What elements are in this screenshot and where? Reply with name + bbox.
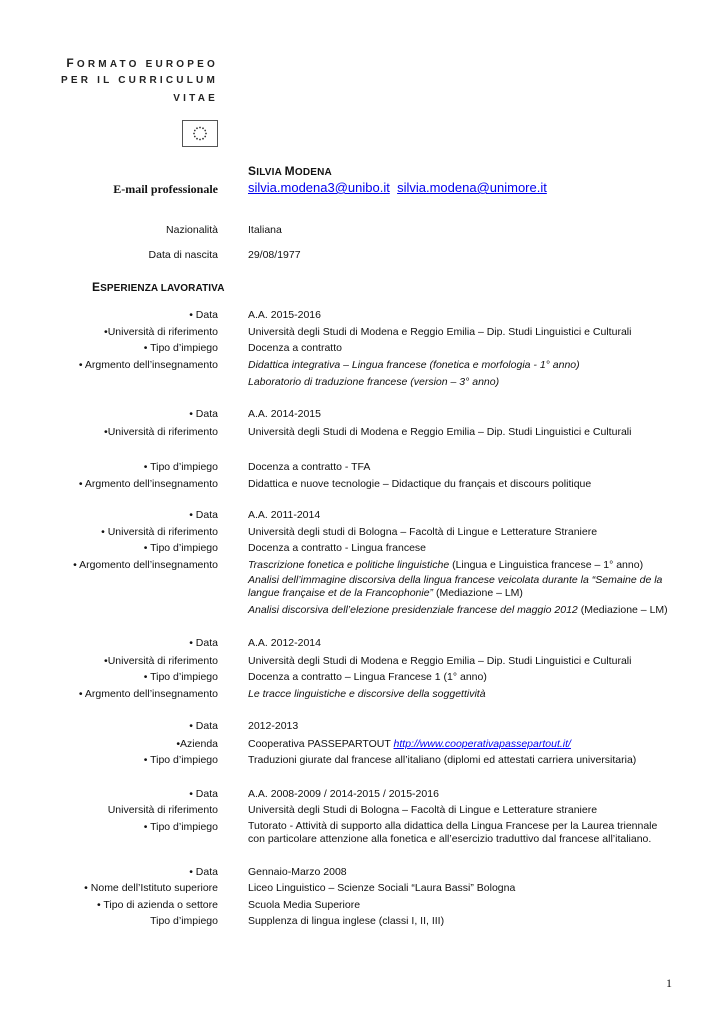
entry2-subject: Didattica e nuove tecnologie – Didactique du français et discours politique (248, 478, 592, 490)
entry7-date: Gennaio-Marzo 2008 (248, 866, 347, 878)
entry4-uni: Università degli Studi di Modena e Reggio Emilia – Dip. Studi Linguistici e Culturali (248, 655, 632, 667)
entry4-date: A.A. 2012-2014 (248, 637, 321, 649)
entry1-date-label: • Data (189, 309, 218, 321)
entry6-date: A.A. 2008-2009 / 2014-2015 / 2015-2016 (248, 788, 439, 800)
entry7-sector: Scuola Media Superiore (248, 899, 361, 911)
name-initial: S (248, 164, 257, 178)
entry3-date: A.A. 2011-2014 (248, 509, 321, 521)
entry3-subject-2-note: (Mediazione – LM) (433, 586, 523, 599)
entry4-date-label: • Data (189, 637, 218, 649)
entry4-type-label: • Tipo d’impiego (143, 671, 218, 683)
entry3-subject-1-note: (Lingua e Linguistica francese – 1° anno) (449, 559, 644, 571)
entry7-school-label: • Nome dell’Istituto superiore (84, 882, 218, 894)
entry1-date: A.A. 2015-2016 (248, 309, 321, 321)
nationality-value: Italiana (248, 224, 282, 236)
entry2-uni-label: •Università di riferimento (104, 426, 218, 438)
page-number: 1 (666, 976, 672, 990)
entry3-subject-2 (248, 574, 668, 599)
entry4-type: Docenza a contratto – Lingua Francese 1 (1° anno) (248, 671, 487, 683)
entry5-date: 2012-2013 (248, 720, 299, 732)
entry3-subject-3 (248, 604, 668, 616)
nationality-label: Nazionalità (166, 224, 218, 236)
entry6-uni-label: Università di riferimento (107, 804, 218, 816)
entry3-date-label: • Data (189, 509, 218, 521)
surname-rest: ODENA (294, 167, 332, 178)
entry3-subject-label: • Argomento dell’insegnamento (73, 559, 218, 571)
entry7-date-label: • Data (189, 866, 218, 878)
entry4-uni-label: •Università di riferimento (104, 655, 218, 667)
entry5-company (248, 738, 571, 750)
title-initial: F (66, 56, 77, 70)
entry4-subject-label: • Argmento dell’insegnamento (78, 688, 218, 700)
section-heading-experience (92, 280, 225, 294)
entry3-subject-1-title: Trascrizione fonetica e politiche linguistiche (248, 559, 450, 571)
entry2-date-label: • Data (189, 408, 218, 420)
entry1-subject-1: Didattica integrativa – Lingua francese (fonetica e morfologia - 1° anno) (248, 359, 580, 371)
entry6-type-label: • Tipo d’impiego (143, 821, 218, 833)
email-links (248, 180, 547, 195)
email-label: E-mail professionale (113, 182, 218, 196)
company-website-link[interactable]: http://www.cooperativapassepartout.it/ (393, 738, 571, 750)
entry1-type-label: • Tipo d’impiego (143, 342, 218, 354)
entry1-type: Docenza a contratto (248, 342, 342, 354)
entry2-subject-label: • Argmento dell’insegnamento (78, 478, 218, 490)
eu-flag-icon (182, 120, 218, 147)
entry3-subject-1 (248, 559, 643, 571)
entry7-sector-label: • Tipo di azienda o settore (96, 899, 218, 911)
entry5-type-label: • Tipo d’impiego (143, 754, 218, 766)
entry3-type: Docenza a contratto - Lingua francese (248, 542, 427, 554)
entry5-company-name: Cooperativa PASSEPARTOUT (248, 738, 394, 750)
entry7-school: Liceo Linguistico – Scienze Sociali “Laura Bassi” Bologna (248, 882, 516, 894)
entry2-type: Docenza a contratto - TFA (248, 461, 371, 473)
person-name (248, 164, 332, 178)
cv-title-line-1 (66, 56, 218, 70)
entry5-type: Traduzioni giurate dal francese all’italiano (diplomi ed attestati carriera universitaria) (248, 754, 637, 766)
birth-value: 29/08/1977 (248, 249, 301, 261)
entry3-type-label: • Tipo d’impiego (143, 542, 218, 554)
entry3-subject-2-title: Analisi dell’immagine discorsiva della lingua francese veicolata durante la “Semaine de la langue française et de la Francophonie” (248, 574, 663, 599)
cv-title-line-3: VITAE (173, 93, 218, 104)
cv-title-line-2: PER IL CURRICULUM (61, 75, 218, 86)
entry6-uni: Università degli Studi di Bologna – Facoltà di Lingue e Letterature straniere (248, 804, 598, 816)
entry7-type-label: Tipo d’impiego (150, 915, 218, 927)
entry1-uni: Università degli Studi di Modena e Reggio Emilia – Dip. Studi Linguistici e Culturali (248, 326, 632, 338)
email-link-unibo[interactable]: silvia.modena3@unibo.it (248, 180, 390, 195)
entry3-uni-label: • Università di riferimento (101, 526, 218, 538)
birth-label: Data di nascita (148, 249, 218, 261)
entry4-subject: Le tracce linguistiche e discorsive della soggettività (248, 688, 486, 700)
title-rest: ORMATO EUROPEO (76, 59, 218, 70)
entry5-date-label: • Data (189, 720, 218, 732)
entry5-company-label: •Azienda (176, 738, 218, 750)
entry3-uni: Università degli studi di Bologna – Facoltà di Lingue e Letterature Straniere (248, 526, 598, 538)
entry1-subject-label: • Argmento dell’insegnamento (78, 359, 218, 371)
entry2-type-label: • Tipo d’impiego (143, 461, 218, 473)
entry3-subject-3-note: (Mediazione – LM) (577, 604, 668, 616)
email-link-unimore[interactable]: silvia.modena@unimore.it (397, 180, 547, 195)
entry6-type: Tutorato - Attività di supporto alla didattica della Lingua Francese per la Laurea triennale con particolare attenzione alla fonetica e all’esercizio traduttivo dal francese all’italiano. (248, 820, 658, 845)
entry2-date: A.A. 2014-2015 (248, 408, 321, 420)
entry3-subject-3-title: Analisi discorsiva dell’elezione presidenziale francese del maggio 2012 (248, 604, 578, 616)
entry1-uni-label: •Università di riferimento (104, 326, 218, 338)
section-initial: E (92, 280, 101, 294)
entry7-type: Supplenza di lingua inglese (classi I, II, III) (248, 915, 445, 927)
surname-initial: M (284, 164, 295, 178)
section-rest: SPERIENZA LAVORATIVA (100, 283, 225, 294)
entry6-date-label: • Data (189, 788, 218, 800)
name-rest: ILVIA (256, 167, 285, 178)
entry2-uni: Università degli Studi di Modena e Reggio Emilia – Dip. Studi Linguistici e Culturali (248, 426, 632, 438)
entry1-subject-2: Laboratorio di traduzione francese (version – 3° anno) (248, 376, 500, 388)
